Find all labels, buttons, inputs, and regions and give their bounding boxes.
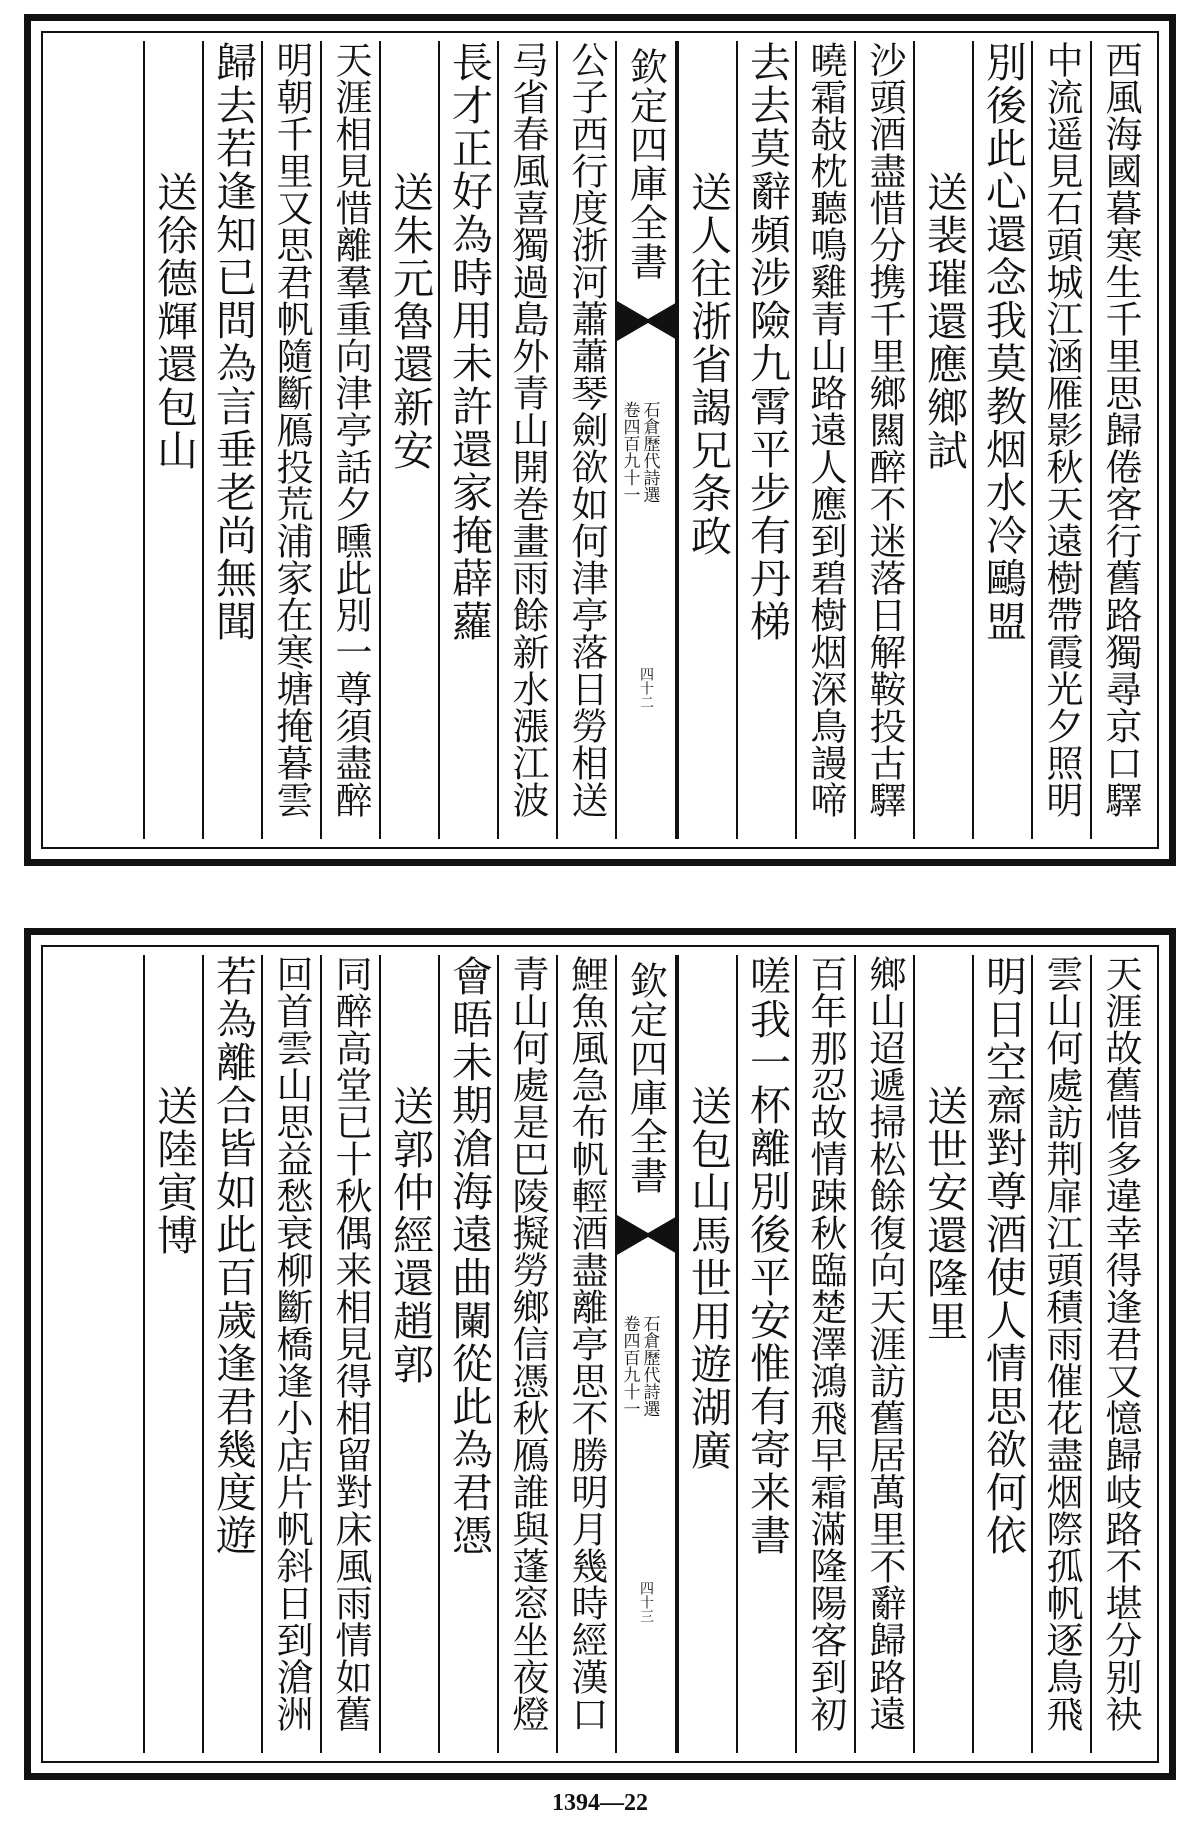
poem-text-column (854, 41, 913, 839)
top-page-inner-border (41, 31, 1159, 849)
poem-title: 送朱元魯還新安 (386, 171, 434, 472)
poem-text-column (497, 41, 556, 839)
poem-text-column (972, 41, 1031, 839)
poem-title: 送人往浙省謁兄条政 (684, 171, 732, 558)
poem-title-column (379, 955, 438, 1753)
poem-line: 曉霜敧枕聽鳴雞青山路遠人應到碧樹烟深鳥謾啼 (804, 41, 847, 818)
banner-volume: 卷四百九十一 (619, 1315, 640, 1417)
fish-tail-ornament (617, 301, 679, 341)
poem-text-column (795, 955, 854, 1753)
poem-text-column (438, 955, 497, 1753)
banner-book-title: 石倉歷代詩選 (639, 401, 660, 503)
poem-title: 送裴璀還應鄉試 (920, 171, 968, 472)
poem-text-column (261, 41, 320, 839)
poem-text-column (972, 955, 1031, 1753)
poem-text-column (497, 955, 556, 1753)
poem-line: 西風海國暮寒生千里思歸倦客行舊路獨尋京口驛 (1099, 41, 1142, 818)
poem-text-column (1031, 41, 1090, 839)
poem-text-column (202, 955, 261, 1753)
leaf-number: 四十三 (638, 1581, 654, 1623)
poem-title-column (677, 41, 736, 839)
poem-text-column (1031, 955, 1090, 1753)
poem-text-column (556, 41, 615, 839)
poem-line: 㢧省春風喜獨過島外青山開巻畫雨餘新水漲江波 (506, 41, 549, 818)
poem-text-column (1090, 41, 1149, 839)
poem-title-column (143, 955, 202, 1753)
bottom-page-inner-border (41, 945, 1159, 1763)
bottom-center-banner (615, 955, 677, 1753)
poem-line: 嗟我一杯離別後平安惟有寄来書 (743, 955, 791, 1557)
poem-line: 回首雲山思益愁衰柳斷橋逢小店片帆斜日到滄洲 (270, 955, 313, 1732)
poem-line: 會晤未期滄海遠曲闌從此為君憑 (445, 955, 493, 1557)
poem-text-column (320, 955, 379, 1753)
poem-title-column (913, 955, 972, 1753)
poem-line: 同醉高堂已十秋偶来相見得相留對床風雨情如舊 (329, 955, 372, 1732)
poem-text-column (320, 41, 379, 839)
poem-line: 沙頭酒盡惜分携千里鄉闗醉不迷落日解鞍投古驛 (863, 41, 906, 818)
poem-text-column (736, 955, 795, 1753)
poem-text-column (556, 955, 615, 1753)
top-page-frame (24, 14, 1176, 866)
banner-title: 欽定四庫全書 (623, 47, 668, 281)
poem-line: 雲山何處訪荆扉江頭積雨催花盡烟際孤帆逐鳥飛 (1040, 955, 1083, 1732)
top-center-banner (615, 41, 677, 839)
poem-text-column (438, 41, 497, 839)
banner-title: 欽定四庫全書 (623, 961, 668, 1195)
poem-text-column (795, 41, 854, 839)
poem-line: 天涯故舊惜多違幸得逢君又憶歸岐路不堪分别袂 (1099, 955, 1142, 1732)
poem-line: 鯉魚風急布帆輕酒盡離亭思不勝明月幾時經漢口 (565, 955, 608, 1732)
poem-title-column (677, 955, 736, 1753)
poem-title: 送陸寅博 (150, 1085, 198, 1257)
poem-line: 天涯相見惜離羣重向津亭話夕曛此別一尊須盡醉 (329, 41, 372, 818)
poem-title: 送郭仲經還趙郭 (386, 1085, 434, 1386)
poem-text-column (736, 41, 795, 839)
poem-title-column (143, 41, 202, 839)
banner-volume: 卷四百九十一 (619, 401, 640, 503)
poem-text-column (261, 955, 320, 1753)
poem-title-column (379, 41, 438, 839)
poem-line: 百年那忍故情踈秋臨楚澤鴻飛早霜滿隆陽客到初 (804, 955, 847, 1732)
poem-line: 青山何處是巴陵擬勞鄉信憑秋鴈誰與蓬窓坐夜燈 (506, 955, 549, 1732)
poem-text-column (1090, 955, 1149, 1753)
bottom-page-frame (24, 928, 1176, 1780)
poem-line: 公子西行度浙河蕭蕭琴劍欲如何津亭落日勞相送 (565, 41, 608, 818)
leaf-number: 四十二 (638, 667, 654, 709)
poem-line: 去去莫辭頻涉險九霄平步有丹梯 (743, 41, 791, 643)
poem-line: 明日空齋對尊酒使人情思欲何依 (979, 955, 1027, 1557)
poem-line: 歸去若逢知已問為言垂老尚無聞 (209, 41, 257, 643)
poem-text-column (854, 955, 913, 1753)
banner-book-title: 石倉歷代詩選 (639, 1315, 660, 1417)
poem-title-column (913, 41, 972, 839)
fish-tail-ornament (617, 1215, 679, 1255)
poem-line: 長才正好為時用未許還家掩薜蘿 (445, 41, 493, 643)
poem-line: 中流遥見石頭城江涵雁影秋天遠樹帶霞光夕照明 (1040, 41, 1083, 818)
poem-title: 送徐德輝還包山 (150, 171, 198, 472)
poem-line: 別後此心還念我莫教烟水冷鷗盟 (979, 41, 1027, 643)
poem-text-column (202, 41, 261, 839)
poem-title: 送世安還隆里 (920, 1085, 968, 1343)
poem-line: 鄉山迢遞掃松餘復向天涯訪舊居萬里不辭歸路遠 (863, 955, 906, 1732)
poem-line: 若為離合皆如此百歲逢君幾度遊 (209, 955, 257, 1557)
poem-title: 送包山馬世用遊湖廣 (684, 1085, 732, 1472)
poem-line: 明朝千里又思君帆隨斷鴈投荒浦家在寒塘掩暮雲 (270, 41, 313, 818)
page-number: 1394—22 (552, 1790, 648, 1816)
